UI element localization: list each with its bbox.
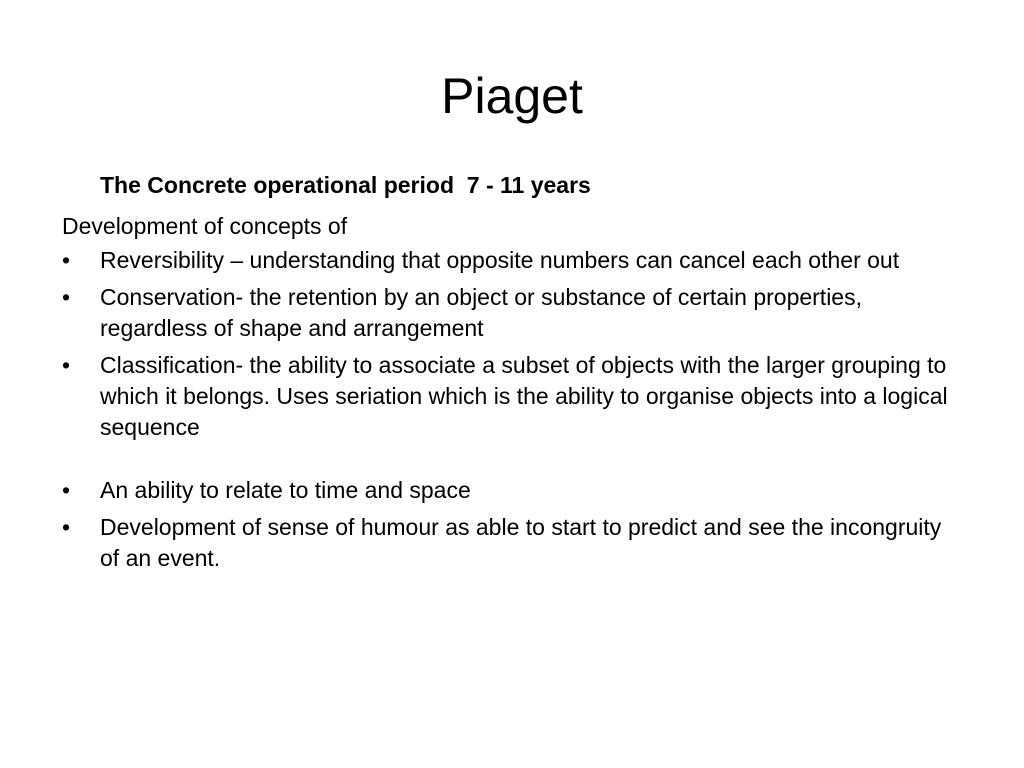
bullet-icon: • xyxy=(62,514,71,540)
bullet-text: Reversibility – understanding that opposite numbers can cancel each other out xyxy=(100,247,900,273)
bullet-text: Conservation- the retention by an object or substance of certain properties, regardless of shape and arrangement xyxy=(100,284,862,341)
bullet-item-classification xyxy=(62,350,962,443)
bullet-icon: • xyxy=(62,284,71,310)
bullet-text: An ability to relate to time and space xyxy=(100,477,471,503)
bullet-icon: • xyxy=(62,247,71,273)
slide-subtitle: The Concrete operational period 7 - 11 years xyxy=(100,172,591,198)
bullet-list xyxy=(62,245,962,574)
bullet-item-humour xyxy=(62,512,962,574)
intro-text: Development of concepts of xyxy=(62,213,348,239)
bullet-item-time-space xyxy=(62,475,962,506)
bullet-icon: • xyxy=(62,477,71,503)
slide-title: Piaget xyxy=(441,68,583,124)
bullet-text: Development of sense of humour as able to start to predict and see the incongruity of an event. xyxy=(100,514,942,571)
slide-body xyxy=(62,211,962,580)
bullet-text: Classification- the ability to associate a subset of objects with the larger grouping to which it belongs. Uses seriation which is the ability to organise objects into a logical sequence xyxy=(100,352,948,440)
bullet-icon: • xyxy=(62,352,71,378)
bullet-item-reversibility xyxy=(62,245,962,276)
bullet-item-conservation xyxy=(62,282,962,344)
